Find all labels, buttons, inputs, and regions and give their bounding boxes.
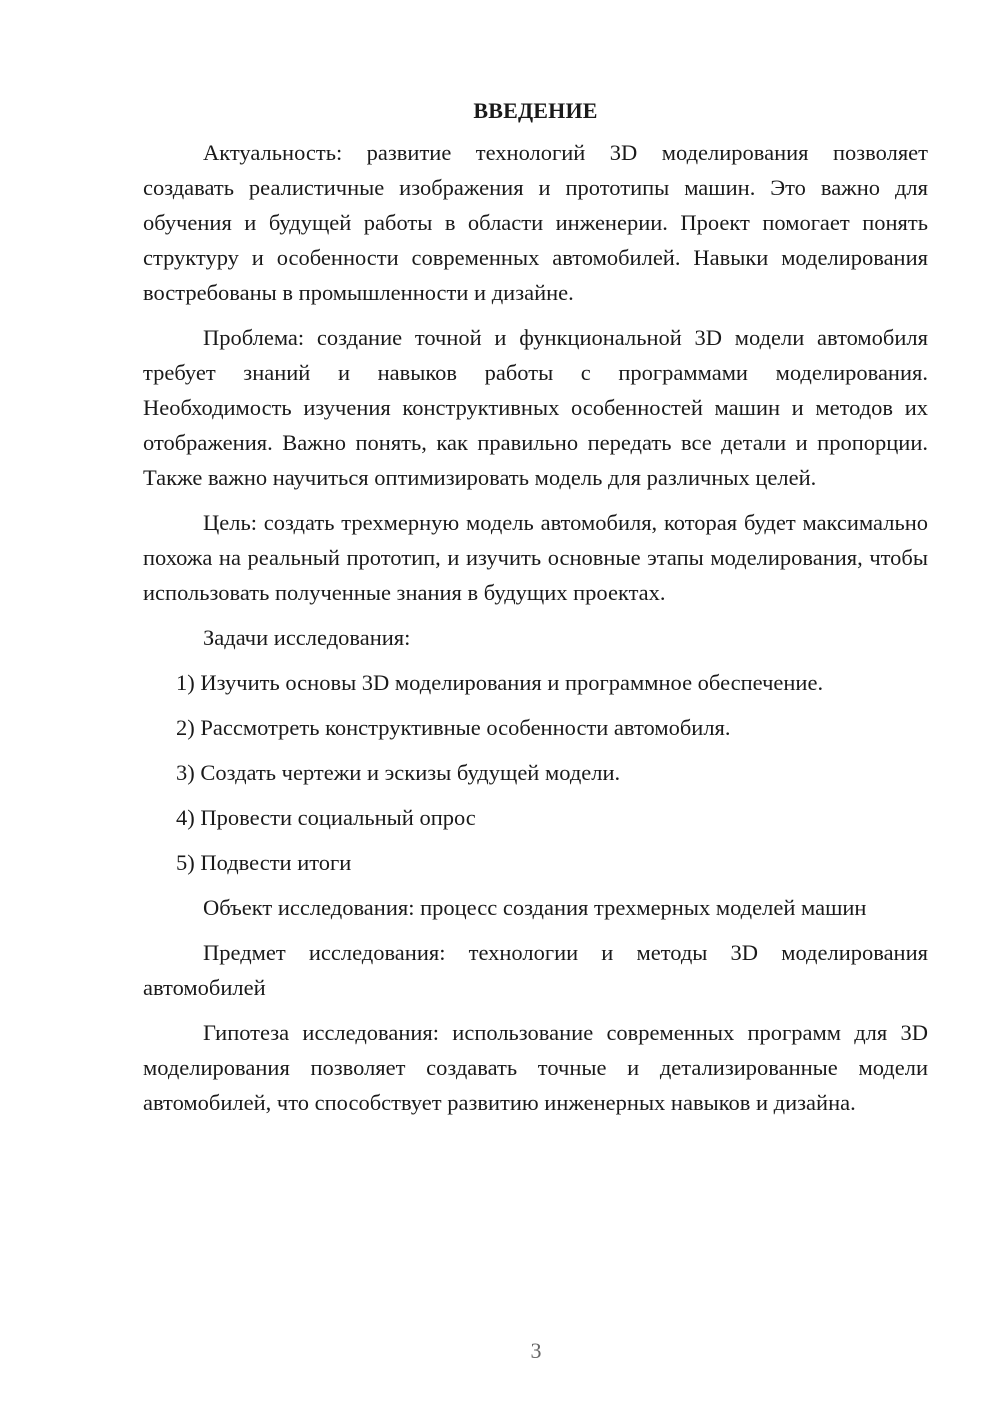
paragraph-goal: Цель: создать трехмерную модель автомобиля, которая будет максимально похожа на реальный прототип, и изучить основные этапы моделирования, чтобы использовать полученные знания в будущих проектах. [143, 510, 928, 605]
page-content [143, 93, 928, 1130]
paragraph-subject: Предмет исследования: технологии и методы 3D моделирования автомобилей [143, 940, 928, 1000]
section-title: ВВЕДЕНИЕ [473, 98, 598, 123]
task-item: 1) Изучить основы 3D моделирования и программное обеспечение. [176, 670, 824, 695]
task-item: 2) Рассмотреть конструктивные особенности автомобиля. [176, 715, 731, 740]
paragraph-relevance: Актуальность: развитие технологий 3D моделирования позволяет создавать реалистичные изображения и прототипы машин. Это важно для обучения и будущей работы в области инженерии. Проект помогает понять структуру и особенности современных автомобилей. Навыки моделирования востребованы в промышленности и дизайне. [143, 140, 928, 305]
paragraph-object: Объект исследования: процесс создания трехмерных моделей машин [203, 895, 867, 920]
task-item: 5) Подвести итоги [176, 850, 352, 875]
task-item: 3) Создать чертежи и эскизы будущей модели. [176, 760, 621, 785]
page-number: 3 [530, 1338, 542, 1363]
tasks-heading: Задачи исследования: [203, 625, 411, 650]
tasks-list [143, 665, 928, 880]
task-item: 4) Провести социальный опрос [176, 805, 476, 830]
paragraph-hypothesis: Гипотеза исследования: использование современных программ для 3D моделирования позволяет создавать точные и детализированные модели автомобилей, что способствует развитию инженерных навыков и дизайна. [143, 1020, 928, 1115]
paragraph-problem: Проблема: создание точной и функциональной 3D модели автомобиля требует знаний и навыков работы с программами моделирования. Необходимость изучения конструктивных особенностей машин и методов их отображения. Важно понять, как правильно передать все детали и пропорции. Также важно научиться оптимизировать модель для различных целей. [143, 325, 928, 490]
